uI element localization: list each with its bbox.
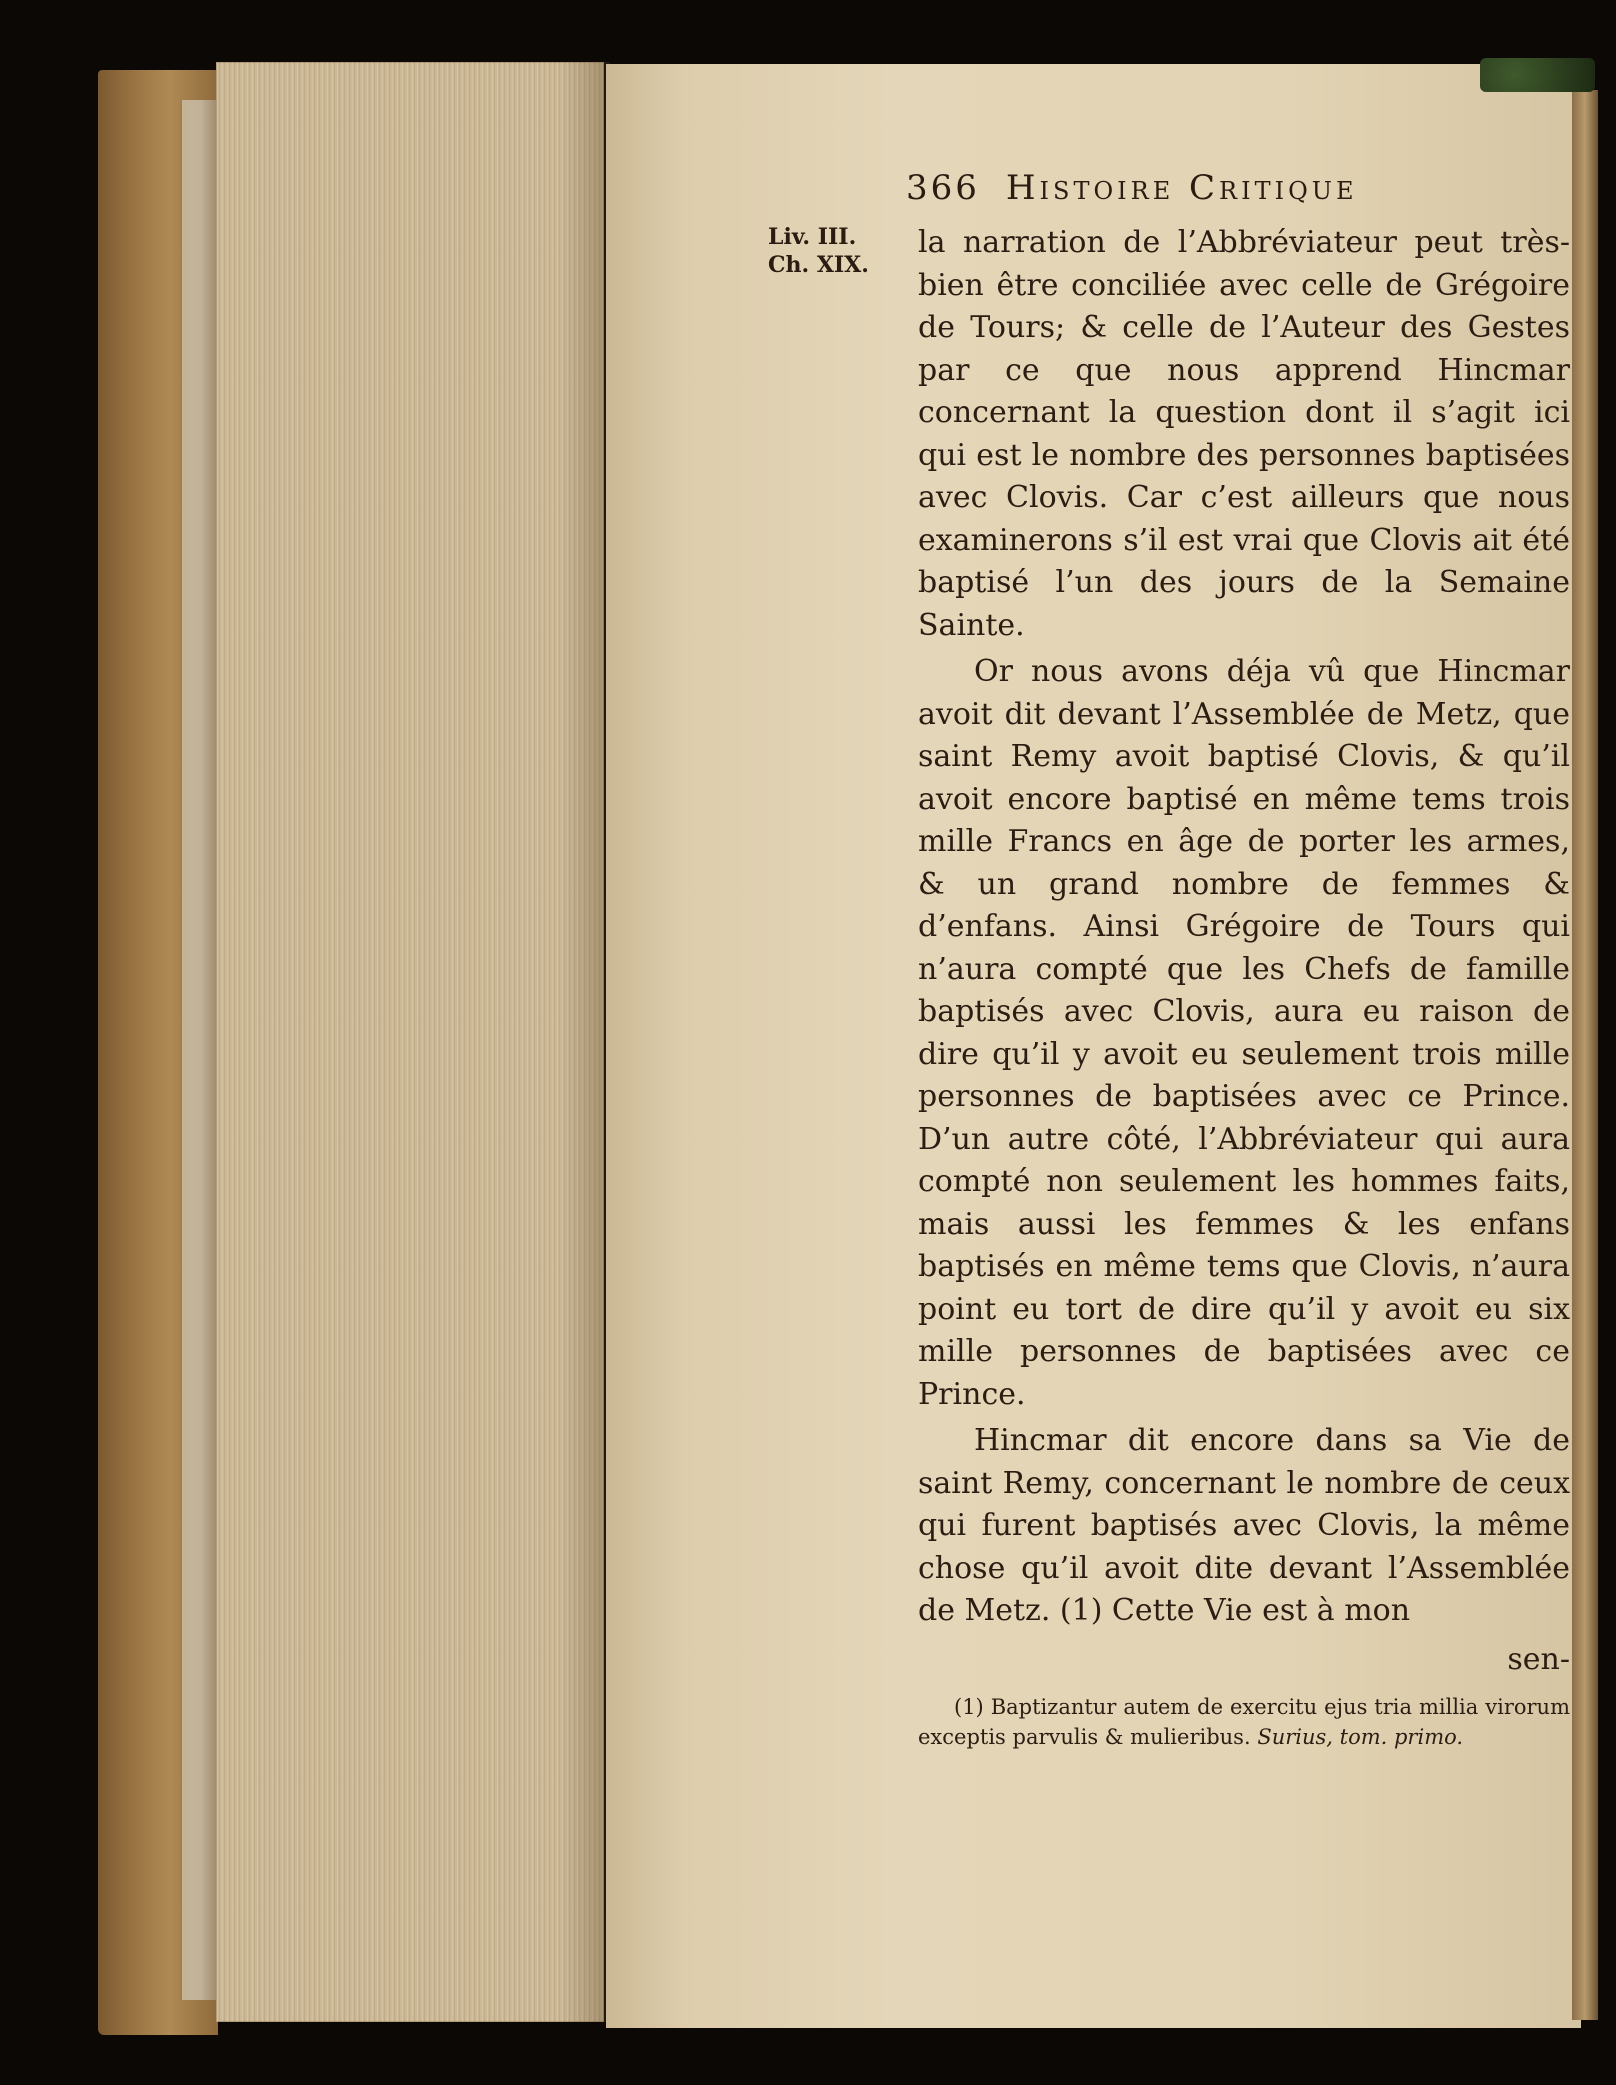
- body-text: [918, 222, 1570, 1677]
- margin-note-book: Liv. III.: [768, 224, 857, 250]
- paragraph-2: Or nous avons déja vû que Hincmar avoit dit devant l’Assemblée de Metz, que saint Remy avoit baptisé Clovis, & qu’il avoit encore baptisé en même tems trois mille Francs en âge de porter les armes, & un grand nombre de femmes & d’enfans. Ainsi Grégoire de Tours qui n’aura compté que les Chefs de famille baptisés avec Clovis, aura eu raison de dire qu’il y avoit eu seulement trois mille personnes de baptisées avec ce Prince. D’un autre côté, l’Abbréviateur qui aura compté non seulement les hommes faits, mais aussi les femmes & les enfans baptisés en même tems que Clovis, n’aura point eu tort de dire qu’il y avoit eu six mille personnes de baptisées avec ce Prince.: [918, 654, 1570, 1412]
- paragraph-1: la narration de l’Abbréviateur peut très-bien être conciliée avec celle de Grégoire de Tours; & celle de l’Auteur des Gestes par ce que nous apprend Hincmar concernant la question dont il s’agit ici qui est le nombre des personnes baptisées avec Clovis. Car c’est ailleurs que nous examinerons s’il est vrai que Clovis ait été baptisé l’un des jours de la Semaine Sainte.: [918, 225, 1570, 643]
- page-number: 366: [906, 168, 980, 208]
- footnote-source: Surius, tom. primo.: [1257, 1725, 1464, 1749]
- footnote-text: (1) Baptizantur autem de exercitu ejus tria millia virorum exceptis parvulis & mulieribus.: [918, 1695, 1570, 1749]
- margin-note-chapter: Ch. XIX.: [768, 252, 869, 278]
- paragraph-3: Hincmar dit encore dans sa Vie de saint Remy, concernant le nombre de ceux qui furent baptisés avec Clovis, la même chose qu’il avoit dite devant l’Assemblée de Metz. (1) Cette Vie est à mon: [918, 1423, 1570, 1628]
- footnote: [918, 1692, 1570, 1752]
- running-head: [906, 168, 1546, 218]
- running-title: Histoire Critique: [1005, 168, 1358, 208]
- catchword: sen-: [1507, 1641, 1570, 1677]
